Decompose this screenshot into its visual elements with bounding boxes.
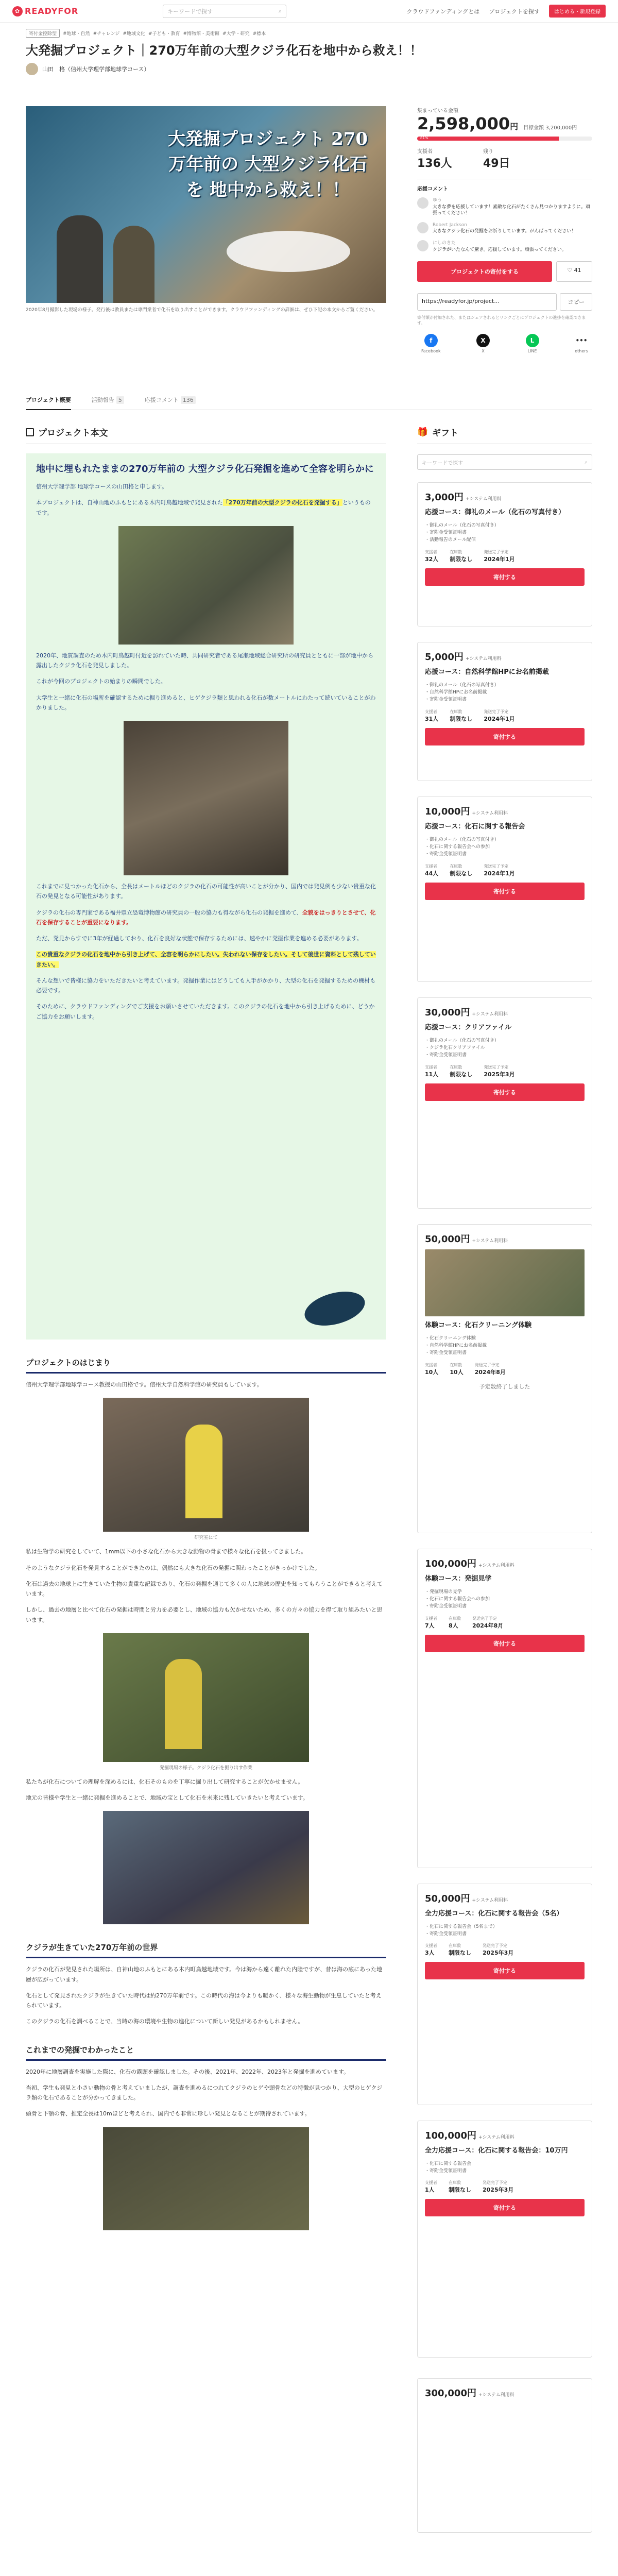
progress-label: 81% [420, 137, 428, 140]
gift-meta [425, 1616, 585, 1630]
price-note: +システム利用料 [478, 2393, 514, 2398]
meta-value: 制限なし [449, 1950, 471, 1957]
photo-field-site [118, 526, 294, 645]
x-icon: X [476, 334, 490, 347]
gift-price [425, 2386, 585, 2399]
price-note: +システム利用料 [472, 811, 508, 816]
meta-label: 支援者 [425, 1616, 437, 1621]
gift-support-button[interactable]: 寄付する [425, 1083, 585, 1101]
meta-value: 8人 [449, 1622, 458, 1629]
whale-illustration [301, 1285, 368, 1331]
progress-fill [417, 137, 559, 141]
paragraph: 私は生物学の研究をしていて、1mm以下の小さな化石から大きな動物の骨まで様々な化石を扱ってきました。 [26, 1548, 307, 1555]
paragraph: これが今回のプロジェクトの始まりの瞬間でした。 [36, 678, 166, 685]
line-icon: L [526, 334, 539, 347]
paragraph: 化石として発見されたクジラが生きていた時代は約270万年前です。この時代の海は今よりも暖かく、様々な海生動物が生息していたと考えられています。 [26, 1992, 382, 2009]
meta-value: 制限なし [449, 2187, 471, 2194]
gift-price [425, 650, 585, 663]
meta-label: 在庫数 [450, 1362, 462, 1367]
photo-caption: 研究室にて [194, 1535, 218, 1541]
gift-card [417, 1224, 592, 1533]
photo-team [103, 1811, 309, 1924]
section-header [417, 426, 592, 444]
paragraph: これまでに見つかった化石から、全長はメートルほどのクジラの化石の可能性が高いことが分かり、国内では発見例も少ない貴重な化石の発見となる可能性があります。 [36, 883, 376, 900]
paragraph [36, 908, 376, 928]
meta-label: 支援者 [425, 1362, 437, 1367]
section-heading: これまでの発掘でわかったこと [26, 2040, 386, 2061]
person-figure [185, 1425, 222, 1518]
price-note: +システム利用料 [465, 656, 502, 662]
meta-value: 制限なし [450, 1071, 473, 1078]
tab-count: 136 [181, 396, 196, 404]
photo-excavation [103, 1633, 309, 1762]
site-logo[interactable] [12, 6, 78, 16]
meta-label: 支援者 [425, 1064, 437, 1070]
project-owner[interactable] [26, 63, 592, 75]
meta-value: 2025年3月 [483, 2187, 514, 2194]
remaining-days: 49日 [483, 157, 510, 170]
gift-card [417, 642, 592, 781]
search-icon: ⌕ [279, 7, 282, 14]
meta-value: 2025年3月 [484, 1071, 515, 1078]
price-note: +システム利用料 [472, 1239, 508, 1244]
tag[interactable]: #大学・研究 [222, 31, 250, 37]
nav-link-explore[interactable]: プロジェクトを探す [489, 8, 540, 15]
gift-icon: 🎁 [417, 427, 428, 437]
meta-value: 44人 [425, 870, 439, 877]
tag-list [26, 29, 592, 38]
total-unit: 円 [510, 122, 519, 131]
favorite-count: 41 [574, 267, 581, 274]
price-value: 3,000円 [425, 492, 464, 503]
gift-title: 応援コース：化石に関する報告会 [425, 823, 525, 831]
text: というものです。 [36, 499, 371, 516]
highlight-text: 「270万年前の大型クジラの化石を発掘する」 [222, 499, 342, 506]
project-stats-panel [417, 106, 592, 353]
gift-card [417, 2378, 592, 2533]
avatar [26, 63, 38, 75]
meta-label: 発送完了予定 [483, 1943, 507, 1948]
gift-meta [425, 709, 585, 723]
section-title: ギフト [432, 428, 459, 438]
gift-description: ・御礼のメール（化石の写真付き） ・自然科学館HPにお名前掲載 ・寄附金受領証明書 [425, 682, 499, 703]
project-title: 大発掘プロジェクト｜270万年前の大型クジラ化石を地中から救え！！ [26, 43, 422, 58]
comments-title: 応援コメント [417, 187, 448, 192]
photo-caption: 発掘現場の様子。クジラ化石を掘り出す作業 [159, 1765, 252, 1771]
hero-image [26, 106, 386, 303]
share-others[interactable] [575, 334, 588, 353]
price-note: +システム利用料 [472, 1012, 508, 1017]
avatar [417, 222, 428, 233]
nav-link-about[interactable]: クラウドファンディングとは [406, 8, 480, 15]
sold-out-label: 予定数終了しました [479, 1383, 530, 1390]
meta-value: 1人 [425, 2187, 435, 2194]
meta-label: 在庫数 [449, 1943, 461, 1948]
price-value: 50,000円 [425, 1234, 470, 1245]
signup-button[interactable]: はじめる・新規登録 [549, 5, 606, 18]
paragraph: クジラの化石が発見された場所は、自神山地のふもとにある木内町鳥越地域です。今は海から遠く離れた内陸ですが、昔は海の底にあった地層が広がっています。 [26, 1966, 383, 1983]
share-label: Facebook [421, 348, 441, 353]
comment-author: Robert Jackson [433, 222, 467, 228]
price-note: +システム利用料 [465, 497, 502, 502]
gift-meta [425, 549, 585, 563]
meta-label: 在庫数 [450, 863, 462, 869]
meta-label: 発送完了予定 [483, 2180, 507, 2185]
paragraph: 化石は過去の地球上に生きていた生物の貴重な記録であり、化石の発掘を通じて多くの人に地球の歴史を知ってもらうことができると考えています。 [26, 1580, 383, 1597]
gift-price [425, 1556, 585, 1570]
gift-title: 全力応援コース：化石に関する報告会（5名） [425, 1910, 563, 1918]
comment-text: 大きなクジラ化石の発掘をお祈りしています。がんばってください！ [433, 229, 576, 234]
paragraph: 頭骨と下顎の骨、推定全長は10mほどと考えられ、国内でも非常に珍しい発見となることが期待されています。 [26, 2110, 311, 2117]
gift-price [425, 804, 585, 818]
paragraph: そのようなクジラ化石を発見することができたのは、偶然にも大きな化石の発掘に関わったことがきっかけでした。 [26, 1564, 320, 1571]
gift-card [417, 1884, 592, 2105]
red-text: 全貌をはっきりとさせて、化石を保存することが重要になります。 [36, 909, 376, 926]
total-amount: 2,598,000 [417, 114, 510, 133]
logo-mark-icon: ✿ [12, 6, 23, 16]
gift-support-button[interactable]: 寄付する [425, 1962, 585, 1979]
paragraph [36, 950, 376, 970]
paragraph: 地元の皆様や学生と一緒に発掘を進めることで、地域の宝として化石を未来に残していきたいと考えています。 [26, 1794, 308, 1801]
price-note: +システム利用料 [478, 1563, 514, 1568]
meta-value: 2024年1月 [484, 870, 515, 877]
section-heading: プロジェクトのはじまり [26, 1353, 386, 1374]
gift-meta [425, 1064, 585, 1078]
meta-label: 支援者 [425, 1943, 437, 1948]
meta-label: 在庫数 [450, 549, 462, 554]
gift-search-input[interactable] [417, 454, 592, 470]
share-x[interactable] [476, 334, 490, 353]
gift-description: ・御礼のメール（化石の写真付き） ・クジラ化石クリアファイル ・寄附金受領証明書 [425, 1038, 499, 1058]
paragraph [36, 498, 376, 518]
meta-label: 支援者 [425, 2180, 437, 2185]
search-placeholder: キーワードで探す [422, 460, 463, 466]
paragraph: そのために、クラウドファンディングでご支援をお願いさせていただきます。このクジラの化石を地中から引き上げるために、どうかご協力をお願いします。 [36, 1003, 375, 1020]
meta-value: 32人 [425, 555, 439, 563]
gift-description: ・発掘現場の見学 ・化石に関する報告会への参加 ・寄附金受領証明書 [425, 1589, 490, 1609]
project-body [26, 426, 386, 2230]
hero-caption: 2020年8月撮影した現場の様子。発行後は教員または専門業者で化石を取り出すことができます。クラウドファンディングの詳細は、ぜひ下記の本文からご覧ください。 [26, 308, 378, 313]
hero-person [113, 226, 154, 303]
hero-whale-shape [227, 231, 350, 272]
meta-label: 在庫数 [450, 709, 462, 714]
comment-item[interactable] [417, 222, 592, 235]
meta-value: 11人 [425, 1071, 439, 1078]
tab-label: 応援コメント [144, 396, 179, 403]
support-button[interactable]: プロジェクトの寄付をする [417, 261, 552, 282]
text: クジラの化石の専門家である福井県立恐竜博物館の研究員の一般の協力も得ながら化石の発掘を進めて、 [36, 909, 302, 916]
meta-value: 制限なし [450, 555, 473, 563]
meta-label: 発送完了予定 [484, 709, 509, 714]
share-label: X [482, 348, 485, 353]
paragraph: 2020年、地質調査のため木内町鳥越町付近を訪れていた時、共同研究者である尾瀬地域総合研究所の研究員とともに一部が地中から露出したクジラ化石を発見しました。 [36, 652, 373, 669]
gift-support-button[interactable]: 寄付する [425, 1635, 585, 1652]
paragraph: 信州大学理学部地球学コース教授の山田格です。信州大学自然科学館の研究員もしています。 [26, 1381, 263, 1388]
text: 本プロジェクトは、自神山地のふもとにある木内町鳥越地域で発見された [36, 499, 223, 506]
gift-title: 全力応援コース：化石に関する報告会：10万円 [425, 2147, 568, 2155]
gift-card [417, 2121, 592, 2358]
meta-value: 10人 [425, 1368, 439, 1376]
tag-tax-deduction[interactable]: 寄付金控除型 [26, 29, 60, 38]
hero-person [57, 215, 103, 303]
site-header [0, 0, 618, 23]
meta-label: 支援者 [425, 709, 437, 714]
meta-value: 2024年8月 [474, 1368, 506, 1376]
comment-author: ゆう [433, 198, 442, 203]
gift-price [425, 1005, 585, 1019]
meta-label: 発送完了予定 [484, 863, 509, 869]
total-label: 集まっている金額 [417, 108, 458, 114]
meta-value: 2024年8月 [472, 1622, 504, 1629]
meta-value: 制限なし [450, 715, 473, 722]
meta-label: 在庫数 [449, 2180, 461, 2185]
meta-value: 10人 [450, 1368, 464, 1376]
tag[interactable]: #標本 [252, 31, 266, 37]
comment-item[interactable] [417, 240, 592, 253]
gift-description: ・化石に関する報告会（5名まで） ・寄附金受領証明書 [425, 1924, 497, 1937]
meta-value: 31人 [425, 715, 439, 722]
document-icon [26, 428, 34, 436]
tag[interactable]: #チャレンジ [93, 31, 120, 37]
avatar [417, 240, 428, 251]
heart-icon: ♡ [567, 267, 574, 274]
price-value: 100,000円 [425, 1558, 476, 1569]
price-value: 30,000円 [425, 1007, 470, 1018]
paragraph: 私たちが化石についての理解を深めるには、化石そのものを丁寧に掘り出して研究することが欠かせません。 [26, 1778, 304, 1785]
paragraph: 大学生と一緒に化石の場所を確認するために掘り進めると、ヒゲクジラ類と思われる化石が数メートルにわたって続いていることがわかりました。 [36, 694, 376, 711]
price-value: 10,000円 [425, 806, 470, 817]
highlight-text: この貴重なクジラの化石を地中から引き上げて、全容を明らかにしたい。失われない保存をしたい。そして後世に資料として残していきたい。 [36, 951, 376, 968]
tab-overview[interactable]: プロジェクト概要 [26, 396, 71, 410]
photo-researcher [103, 1398, 309, 1532]
gift-support-button[interactable]: 寄付する [425, 883, 585, 900]
gift-support-button[interactable]: 寄付する [425, 728, 585, 745]
search-icon: ⌕ [585, 459, 588, 465]
paragraph: このクジラの化石を調べることで、当時の海の環境や生物の進化について新しい発見があるかもしれません。 [26, 2018, 304, 2025]
meta-label: 在庫数 [450, 1064, 462, 1070]
meta-value: 2024年1月 [484, 555, 515, 563]
tag[interactable]: #子ども・教育 [148, 31, 180, 37]
remaining-label: 残り [483, 149, 493, 155]
gift-meta [425, 1362, 585, 1376]
photo-fossil [124, 721, 288, 875]
meta-value: 7人 [425, 1622, 435, 1629]
gift-title: 応援コース：御礼のメール（化石の写真付き） [425, 509, 565, 516]
price-value: 100,000円 [425, 2130, 476, 2141]
tag[interactable]: #地球・自然 [63, 31, 90, 37]
paragraph: 当初、学生も発見と小さい動物の骨と考えていましたが、調査を進めるにつれてクジラのヒゲや頭骨などの特徴が見つかり、大型のヒゲクジラ類の化石であることが分かってきました。 [26, 2084, 383, 2101]
tag[interactable]: #地域文化 [123, 31, 145, 37]
lead-heading: 地中に埋もれたままの270万年前の 大型クジラ化石発掘を進めて全容を明らかに [36, 464, 374, 474]
hero-text: 大発掘プロジェクト 270万年前の 大型クジラ化石を 地中から救え！！ [167, 129, 368, 200]
progress-bar [417, 137, 592, 141]
share-label: LINE [527, 348, 537, 353]
gift-description: ・御礼のメール（化石の写真付き） ・寄附金受領証明書 ・活動報告のメール配信 [425, 522, 499, 543]
gift-panel-header [417, 426, 592, 470]
comment-text: 大きな夢を応援しています！素敵な化石がたくさん見つかりますように。頑張ってください！ [433, 204, 591, 216]
section-header [26, 426, 386, 444]
gift-price [425, 1232, 585, 1245]
owner-name: 山田 格（信州大学理学部地球学コース） [42, 66, 150, 73]
meta-value: 2024年1月 [484, 715, 515, 722]
goal-amount: 目標金額 3,200,000円 [523, 125, 577, 131]
photo-dig [103, 2127, 309, 2230]
price-note: +システム利用料 [478, 2135, 514, 2140]
facebook-icon: f [424, 334, 438, 347]
tab-comments[interactable] [145, 396, 196, 404]
gift-title: 体験コース：発掘見学 [425, 1575, 492, 1583]
tab-activity[interactable] [92, 396, 124, 404]
gift-meta [425, 1943, 585, 1957]
gift-card [417, 997, 592, 1209]
paragraph: 信州大学理学部 地球学コースの山田格と申します。 [36, 483, 168, 490]
gift-support-button[interactable]: 寄付する [425, 568, 585, 586]
gift-title: 応援コース：自然科学館HPにお名前掲載 [425, 668, 549, 676]
tab-count: 5 [116, 396, 124, 404]
meta-value: 3人 [425, 1950, 435, 1957]
gift-photo [425, 1249, 585, 1316]
meta-label: 発送完了予定 [472, 1616, 497, 1621]
comments-preview [417, 179, 592, 253]
meta-label: 発送完了予定 [484, 549, 509, 554]
share-note: 寄付額が付加された、またはシェアされるとリンクごとにプロジェクトの進捗を確認できます。 [417, 315, 586, 326]
comment-author: にしのきた [433, 240, 456, 246]
comment-text: クジラがいたなんて驚き。応援しています。頑張ってください。 [433, 247, 566, 252]
gift-price [425, 490, 585, 503]
tab-label: 活動報告 [91, 396, 114, 403]
gift-description: ・御礼のメール（化石の写真付き） ・化石に関する報告会への参加 ・寄附金受領証明書 [425, 837, 499, 857]
logo-text: READYFOR [25, 6, 79, 16]
meta-label: 在庫数 [449, 1616, 461, 1621]
copy-button[interactable]: コピー [560, 293, 592, 311]
gift-price [425, 1891, 585, 1905]
supporters-label: 支援者 [417, 149, 433, 155]
gift-title: 応援コース：クリアファイル [425, 1024, 512, 1031]
gift-card [417, 796, 592, 982]
meta-value: 2025年3月 [483, 1950, 514, 1957]
gift-meta [425, 2180, 585, 2194]
meta-label: 支援者 [425, 549, 437, 554]
person-figure [165, 1659, 202, 1749]
share-line[interactable] [526, 334, 539, 353]
gift-price [425, 2128, 585, 2142]
gift-title: 体験コース：化石クリーニング体験 [425, 1321, 532, 1329]
price-value: 300,000円 [425, 2388, 476, 2399]
more-icon: ••• [575, 334, 588, 347]
project-tabs [26, 389, 592, 410]
tag[interactable]: #博物館・美術館 [183, 31, 220, 37]
comment-item[interactable] [417, 197, 592, 217]
section-heading: クジラが生きていた270万年前の世界 [26, 1938, 386, 1958]
avatar [417, 197, 428, 209]
search-input[interactable] [163, 5, 286, 18]
supporters-count: 136人 [417, 157, 452, 170]
paragraph: そんな想いで皆様に協力をいただきたいと考えています。発掘作業にはどうしても人手がかかり、大型の化石を発掘するための機材も必要です。 [36, 977, 376, 994]
gift-description: ・化石クリーニング体験 ・自然科学館HPにお名前掲載 ・寄附金受領証明書 [425, 1335, 487, 1356]
paragraph: ただ、発見からすでに3年が経過しており、化石を良好な状態で保存するためには、速やかに発掘作業を進める必要があります。 [36, 935, 363, 942]
favorite-button[interactable] [556, 261, 592, 282]
price-value: 5,000円 [425, 652, 464, 663]
gift-card [417, 1549, 592, 1868]
price-value: 50,000円 [425, 1893, 470, 1904]
search-placeholder: キーワードで探す [167, 8, 213, 15]
meta-label: 発送完了予定 [474, 1362, 500, 1367]
gift-meta [425, 863, 585, 877]
gift-card [417, 482, 592, 626]
gift-support-button[interactable]: 寄付する [425, 2199, 585, 2216]
intro-box [26, 453, 386, 1340]
paragraph: 2020年に地層調査を実施した際に、化石の露頭を確認しました。その後、2021年、2022年、2023年と発掘を進めています。 [26, 2068, 350, 2075]
meta-value: 制限なし [450, 870, 473, 877]
gift-description: ・化石に関する報告会 ・寄附金受領証明書 [425, 2161, 472, 2174]
paragraph: しかし、過去の地層と比べて化石の発掘は時間と労力を必要とし、地域の協力も欠かせないため、多くの方々の協力を得て取り組みたいと思います。 [26, 1606, 383, 1623]
section-title: プロジェクト本文 [38, 428, 108, 438]
share-facebook[interactable] [421, 334, 441, 353]
price-note: +システム利用料 [472, 1898, 508, 1903]
meta-label: 支援者 [425, 863, 437, 869]
share-url-field[interactable]: https://readyfor.jp/project... [417, 293, 557, 311]
share-label: others [575, 348, 588, 353]
meta-label: 発送完了予定 [484, 1064, 509, 1070]
